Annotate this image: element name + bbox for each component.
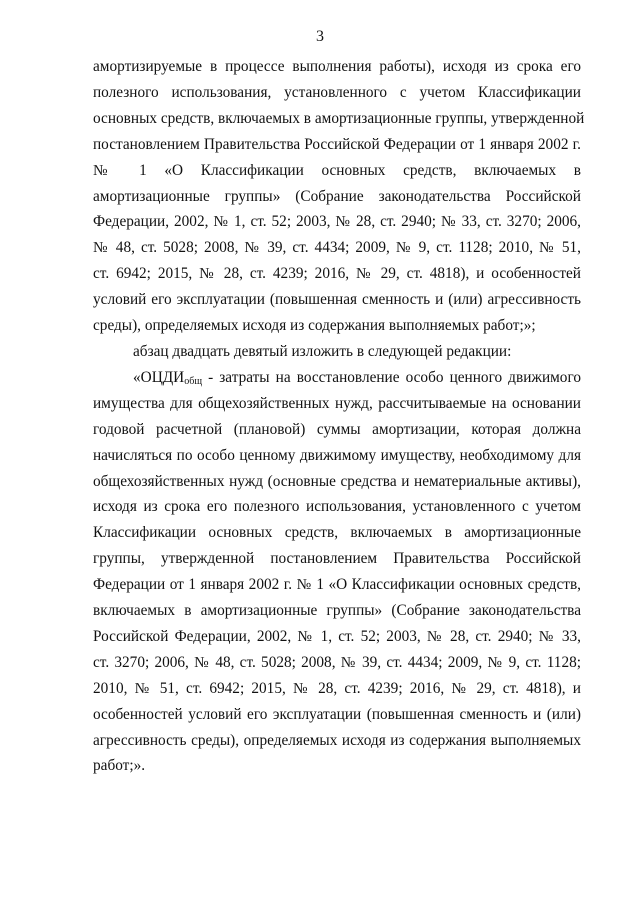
- text-line: среды), определяемых исходя из содержания выполняемых работ;»;: [93, 317, 536, 335]
- text-line: общехозяйственных нужд (основные средства и нематериальные активы),: [93, 472, 581, 490]
- text-line: постановлением Правительства Российской Федерации от 1 января 2002 г.: [93, 135, 581, 153]
- first-line-rest: - затраты на восстановление особо ценного движимого: [202, 368, 581, 386]
- text-line: абзац двадцать девятый изложить в следующей редакции:: [133, 342, 512, 360]
- document-body: [93, 54, 585, 779]
- text-line: 2010, № 51, ст. 6942; 2015, № 28, ст. 4239; 2016, № 29, ст. 4818), и: [93, 679, 581, 697]
- text-line: № 1 «О Классификации основных средств, включаемых в: [93, 161, 581, 179]
- text-line: полезного использования, установленного с учетом Классификации: [93, 83, 581, 101]
- ocdi-symbol: «ОЦДИ: [133, 368, 185, 386]
- text-line: амортизируемые в процессе выполнения работы), исходя из срока его: [93, 58, 581, 75]
- text-line: годовой расчетной (плановой) суммы амортизации, которая должна: [93, 420, 581, 438]
- text-line: № 48, ст. 5028; 2008, № 39, ст. 4434; 2009, № 9, ст. 1128; 2010, № 51,: [93, 239, 581, 257]
- text-line: Классификации основных средств, включаемых в амортизационные: [93, 524, 581, 542]
- text-line: исходя из срока его полезного использования, установленного с учетом: [93, 498, 581, 516]
- text-line: Российской Федерации, 2002, № 1, ст. 52; 2003, № 28, ст. 2940; № 33,: [93, 627, 581, 645]
- text-line: ст. 6942; 2015, № 28, ст. 4239; 2016, № 29, ст. 4818), и особенностей: [93, 265, 581, 283]
- ocdi-subscript: общ: [184, 375, 203, 387]
- text-line: начисляться по особо ценному движимому имуществу, необходимому для: [93, 446, 581, 464]
- text-line: группы, утвержденной постановлением Правительства Российской: [93, 550, 581, 568]
- text-line: основных средств, включаемых в амортизационные группы, утвержденной: [93, 109, 585, 127]
- text-line: ст. 3270; 2006, № 48, ст. 5028; 2008, № 39, ст. 4434; 2009, № 9, ст. 1128;: [93, 653, 581, 671]
- text-line: особенностей условий его эксплуатации (повышенная сменность и (или): [93, 705, 581, 723]
- page-number: 3: [316, 28, 324, 45]
- text-line-first: [93, 365, 581, 391]
- text-line: Федерации, 2002, № 1, ст. 52; 2003, № 28, ст. 2940; № 33, ст. 3270; 2006,: [93, 213, 581, 231]
- text-line: имущества для общехозяйственных нужд, рассчитываемые на основании: [93, 394, 581, 412]
- text-line: агрессивность среды), определяемых исходя из содержания выполняемых: [93, 731, 581, 749]
- paragraph-3: [93, 365, 581, 780]
- text-line: Федерации от 1 января 2002 г. № 1 «О Классификации основных средств,: [93, 576, 581, 594]
- text-line: работ;».: [93, 757, 146, 775]
- paragraph-1: [93, 54, 585, 339]
- paragraph-2: [93, 339, 581, 365]
- text-line: условий его эксплуатации (повышенная сменность и (или) агрессивность: [93, 291, 581, 309]
- text-line: включаемых в амортизационные группы» (Собрание законодательства: [93, 602, 581, 620]
- text-line: амортизационные группы» (Собрание законодательства Российской: [93, 187, 581, 205]
